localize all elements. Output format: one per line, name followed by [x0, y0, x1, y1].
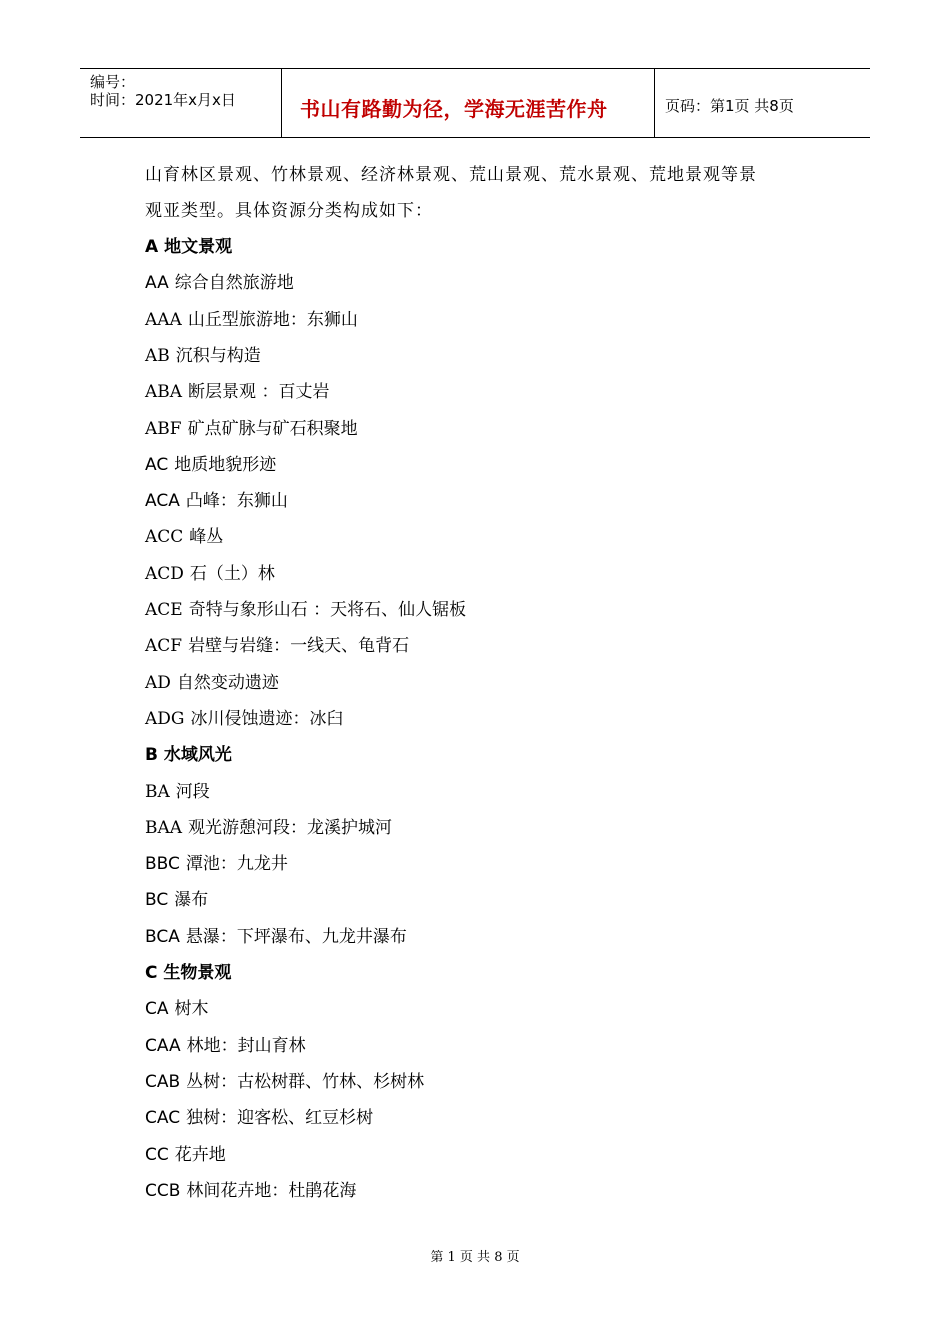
classification-text: 观光游憩河段：龙溪护城河	[188, 818, 393, 838]
classification-code: AAA	[145, 310, 182, 330]
classification-code: CAC	[145, 1108, 181, 1128]
classification-text: 凸峰：东狮山	[185, 491, 288, 511]
classification-item	[145, 922, 407, 947]
classification-text: 独树：迎客松、红豆杉树	[186, 1108, 374, 1128]
classification-text: 瀑布	[174, 890, 209, 910]
classification-code: AB	[145, 346, 170, 366]
classification-code: ABF	[145, 419, 182, 439]
page-footer: 第 1 页 共 8 页	[430, 1250, 520, 1265]
classification-code: ACC	[145, 527, 184, 547]
classification-text: 断层景观 ：百丈岩	[188, 382, 330, 402]
classification-code: BA	[145, 782, 170, 802]
classification-code: ACD	[145, 564, 184, 584]
classification-code: ABA	[145, 382, 183, 402]
classification-item	[145, 849, 288, 874]
classification-text: 沉积与构造	[175, 346, 261, 366]
classification-item	[145, 704, 344, 729]
classification-code: ACE	[145, 600, 183, 620]
document-date-label: 时间：2021年x月x日	[90, 91, 236, 109]
classification-text: 峰丛	[189, 527, 224, 547]
classification-text: 山丘型旅游地：东狮山	[187, 310, 358, 330]
classification-text: 树木	[174, 999, 209, 1019]
classification-item	[145, 341, 261, 366]
classification-text: 地质地貌形迹	[174, 455, 277, 475]
classification-code: CA	[145, 999, 169, 1019]
classification-item	[145, 777, 210, 802]
classification-item	[145, 1140, 226, 1165]
section-heading: A 地文景观	[145, 237, 233, 257]
classification-text: 河段	[175, 782, 210, 802]
header-meta-cell	[80, 69, 282, 137]
classification-item	[145, 450, 276, 475]
section-heading: C 生物景观	[145, 963, 232, 983]
classification-text: 自然变动遗迹	[176, 673, 279, 693]
header-page-info: 页码：第1页 共8页	[665, 97, 794, 115]
classification-text: 冰川侵蚀遗迹：冰臼	[190, 709, 344, 729]
classification-code: BC	[145, 890, 169, 910]
classification-item	[145, 668, 279, 693]
classification-item	[145, 522, 223, 547]
classification-item	[145, 377, 329, 402]
classification-text: 丛树：古松树群、竹林、杉树林	[186, 1072, 425, 1092]
classification-item	[145, 1103, 373, 1128]
classification-code: CAA	[145, 1036, 181, 1056]
classification-code: ACF	[145, 636, 183, 656]
intro-line: 山育林区景观、竹林景观、经济林景观、荒山景观、荒水景观、荒地景观等景	[145, 165, 757, 185]
classification-text: 潭池：九龙井	[185, 854, 288, 874]
classification-text: 林间花卉地：杜鹃花海	[186, 1181, 357, 1201]
classification-code: AC	[145, 455, 169, 475]
header-motto-cell	[282, 69, 655, 137]
classification-text: 花卉地	[174, 1145, 226, 1165]
classification-item	[145, 1031, 306, 1056]
document-number-label: 编号：	[90, 73, 136, 91]
classification-item	[145, 1176, 356, 1201]
document-header	[80, 68, 870, 138]
classification-text: 矿点矿脉与矿石积聚地	[187, 419, 358, 439]
classification-item	[145, 559, 275, 584]
classification-text: 奇特与象形山石 ：天将石、仙人锯板	[188, 600, 467, 620]
section-heading: B 水域风光	[145, 745, 232, 765]
classification-code: BAA	[145, 818, 183, 838]
classification-code: CCB	[145, 1181, 181, 1201]
classification-code: AD	[145, 673, 171, 693]
classification-item	[145, 595, 466, 620]
classification-text: 悬瀑：下坪瀑布、九龙井瀑布	[185, 927, 407, 947]
classification-code: BCA	[145, 927, 180, 947]
classification-item	[145, 1067, 424, 1092]
classification-code: BBC	[145, 854, 180, 874]
classification-item	[145, 813, 392, 838]
classification-item	[145, 486, 288, 511]
classification-text: 岩壁与岩缝：一线天、龟背石	[188, 636, 410, 656]
classification-item	[145, 305, 358, 330]
classification-text: 林地：封山育林	[186, 1036, 306, 1056]
intro-line: 观亚类型。具体资源分类构成如下：	[145, 201, 433, 221]
classification-text: 石（土）林	[189, 564, 275, 584]
classification-code: ADG	[145, 709, 185, 729]
classification-code: CAB	[145, 1072, 181, 1092]
classification-item	[145, 994, 209, 1019]
classification-item	[145, 885, 208, 910]
classification-code: AA	[145, 273, 169, 293]
header-page-cell	[655, 69, 870, 137]
classification-item	[145, 268, 294, 293]
classification-text: 综合自然旅游地	[174, 273, 294, 293]
classification-item	[145, 414, 358, 439]
classification-item	[145, 631, 409, 656]
header-motto: 书山有路勤为径，学海无涯苦作舟	[300, 97, 608, 121]
classification-code: CC	[145, 1145, 169, 1165]
classification-code: ACA	[145, 491, 180, 511]
